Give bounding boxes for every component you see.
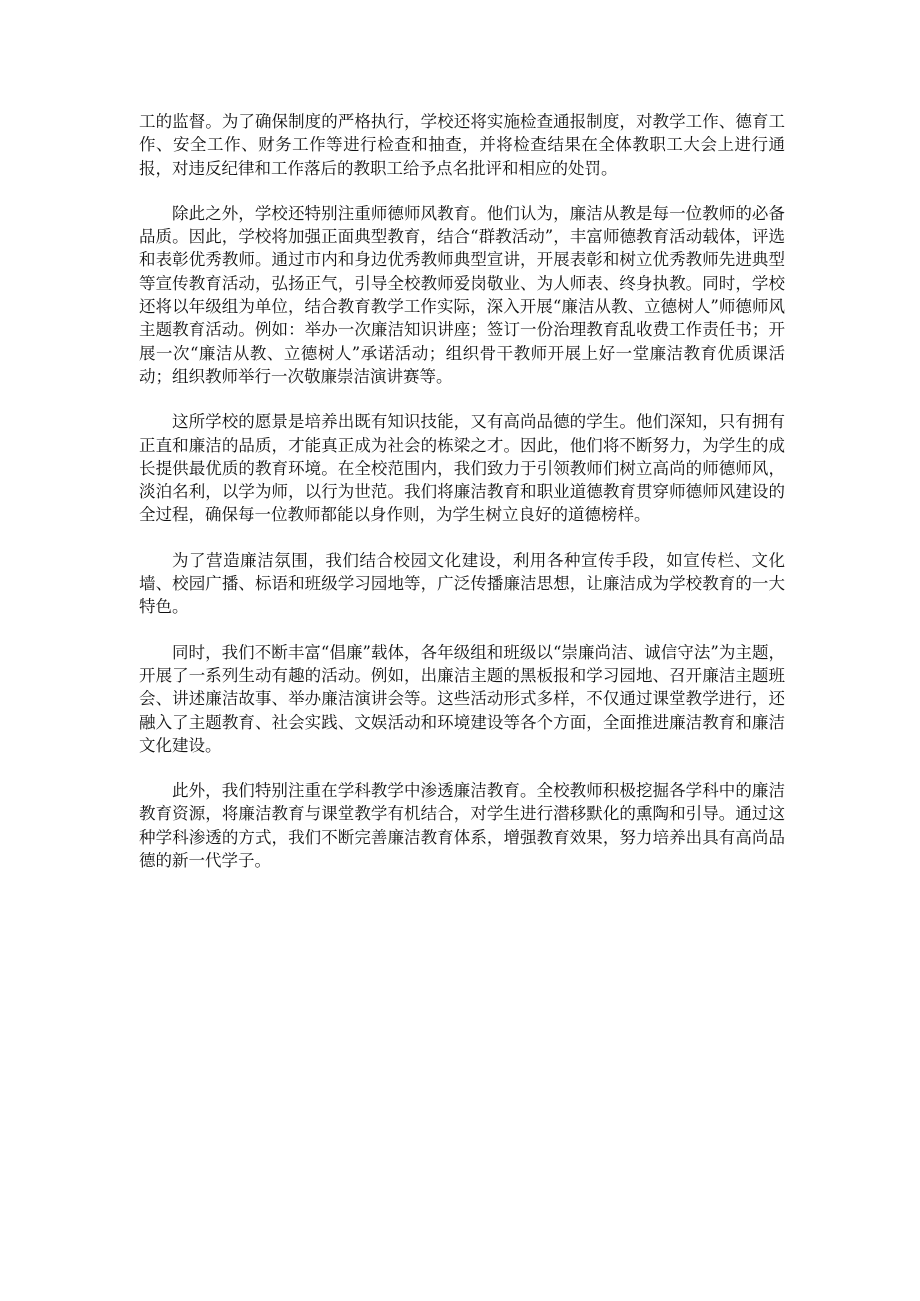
paragraph-6: 此外，我们特别注重在学科教学中渗透廉洁教育。全校教师积极挖掘各学科中的廉洁教育资源，将廉洁教育与课堂教学有机结合，对学生进行潜移默化的熏陶和引导。通过这种学科渗透的方式，我们不断完善廉洁教育体系，增强教育效果，努力培养出具有高尚品德的新一代学子。	[139, 781, 785, 871]
paragraph-3: 这所学校的愿景是培养出既有知识技能，又有高尚品德的学生。他们深知，只有拥有正直和廉洁的品质，才能真正成为社会的栋梁之才。因此，他们将不断努力，为学生的成长提供最优质的教育环境。在全校范围内，我们致力于引领教师们树立高尚的师德师风，淡泊名利，以学为师，以行为世范。我们将廉洁教育和职业道德教育贯穿师德师风建设的全过程，确保每一位教师都能以身作则，为学生树立良好的道德榜样。	[139, 412, 785, 525]
paragraph-4: 为了营造廉洁氛围，我们结合校园文化建设，利用各种宣传手段，如宣传栏、文化墙、校园广播、标语和班级学习园地等，广泛传播廉洁思想，让廉洁成为学校教育的一大特色。	[139, 550, 785, 617]
paragraph-5: 同时，我们不断丰富“倡廉”载体，各年级组和班级以“崇廉尚洁、诚信守法”为主题，开展了一系列生动有趣的活动。例如，出廉洁主题的黑板报和学习园地、召开廉洁主题班会、讲述廉洁故事、举办廉洁演讲会等。这些活动形式多样，不仅通过课堂教学进行，还融入了主题教育、社会实践、文娱活动和环境建设等各个方面，全面推进廉洁教育和廉洁文化建设。	[139, 642, 785, 755]
paragraph-1: 工的监督。为了确保制度的严格执行，学校还将实施检查通报制度，对教学工作、德育工作、安全工作、财务工作等进行检查和抽查，并将检查结果在全体教职工大会上进行通报，对违反纪律和工作落后的教职工给予点名批评和相应的处罚。	[139, 112, 785, 178]
paragraph-2: 除此之外，学校还特别注重师德师风教育。他们认为，廉洁从教是每一位教师的必备品质。因此，学校将加强正面典型教育，结合“群教活动”，丰富师德教育活动载体，评选和表彰优秀教师。通过市内和身边优秀教师典型宣讲，开展表彰和树立优秀教师先进典型等宣传教育活动，弘扬正气，引导全校教师爱岗敬业、为人师表、终身执教。同时，学校还将以年级组为单位，结合教育教学工作实际，深入开展“廉洁从教、立德树人”师德师风主题教育活动。例如：举办一次廉洁知识讲座；签订一份治理教育乱收费工作责任书；开展一次“廉洁从教、立德树人”承诺活动；组织骨干教师开展上好一堂廉洁教育优质课活动；组织教师举行一次敬廉崇洁演讲赛等。	[139, 203, 785, 386]
document-body	[139, 110, 785, 894]
